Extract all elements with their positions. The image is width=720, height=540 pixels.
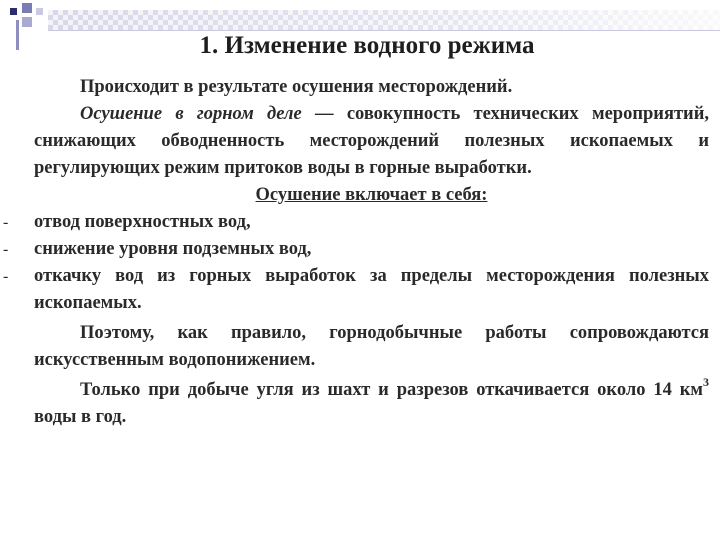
decor-square-faint <box>36 8 43 15</box>
superscript-cubed: 3 <box>703 374 709 389</box>
bullet-dash: - <box>3 241 9 258</box>
list-item <box>3 236 709 263</box>
list-item <box>3 209 709 236</box>
slide-body <box>3 74 709 431</box>
list-item-text: отвод поверхностных вод, <box>34 212 251 232</box>
definition-text: — совокупность технических мероприятий, снижающих обводненность месторождений полезных ископаемых и регулирующих режим притоков воды в горные выработки. <box>34 104 709 178</box>
definition-term: Осушение в горном деле <box>80 104 302 124</box>
decor-square-light <box>22 17 32 27</box>
decor-square-mid <box>22 3 32 13</box>
coal-text-a: Только при добыче угля из шахт и разрезов откачивается около 14 км <box>80 380 703 400</box>
paragraph-definition <box>34 101 709 182</box>
paragraph-coal <box>34 374 709 431</box>
bullet-dash: - <box>3 268 9 285</box>
coal-text-b: воды в год. <box>34 407 127 427</box>
decor-square-dark <box>10 8 17 15</box>
bullet-dash: - <box>3 214 9 231</box>
paragraph-consequence: Поэтому, как правило, горнодобычные работы сопровождаются искусственным водопонижением. <box>34 323 709 370</box>
page-title: 1. Изменение водного режима <box>199 32 535 59</box>
list-item-text: откачку вод из горных выработок за пределы месторождения полезных ископаемых. <box>34 266 709 313</box>
subheading: Осушение включает в себя: <box>255 185 488 205</box>
decor-band-fade <box>48 10 720 30</box>
decor-band-underline <box>48 30 720 31</box>
paragraph-intro: Происходит в результате осушения месторождений. <box>80 77 513 97</box>
list-item <box>3 263 709 317</box>
list-item-text: снижение уровня подземных вод, <box>34 239 312 259</box>
